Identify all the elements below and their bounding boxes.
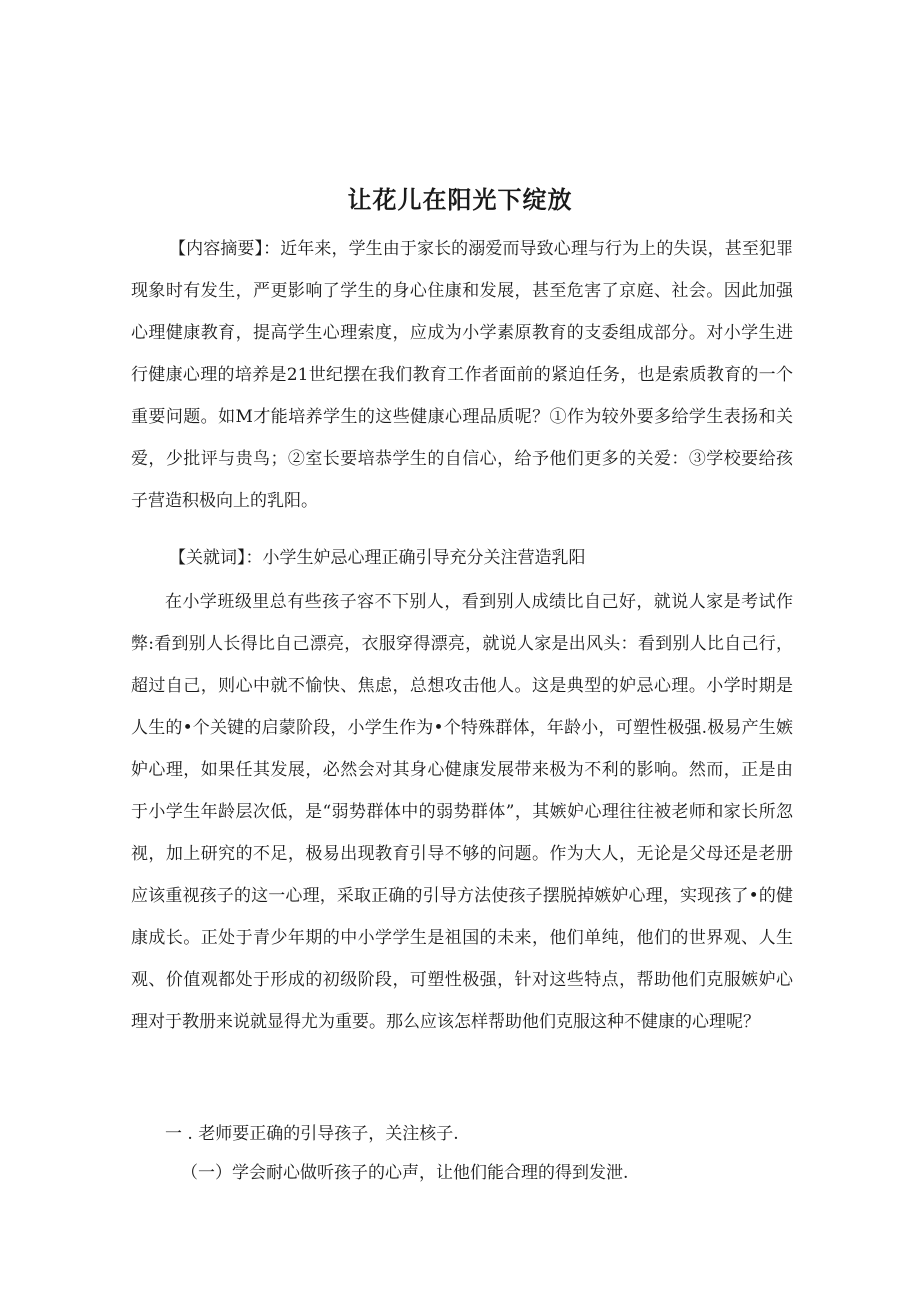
keywords-label: 【关就词】: [169, 548, 246, 568]
body-paragraph: 在小学班级里总有些孩子容不下别人，看到别人成绩比自己好，就说人家是考试作弊:看到别人长得比自己漂亮，衣服穿得漂亮，就说人家是出风头：看到别人比自己行，超过自己，则心中就不愉快、焦虑，总想攻击他人。这是典型的妒忌心理。小学时期是人生的•个关键的启蒙阶段，小学生作为•个特殊群体，年龄小，可塑性极强.极易产生嫉妒心理，如果任其发展，必然会对其身心健康发展带来极为不利的影响。然而，正是由于小学生年龄层次低，是“弱势群体中的弱势群体”，其嫉妒心理往往被老师和家长所忽视，加上研究的不足，极易出现教育引导不够的问题。作为大人，无论是父母还是老册应该重视孩子的这一心理，采取正确的引导方法使孩子摆脱掉嫉妒心理，实现孩了•的健康成长。正处于青少年期的中小学学生是祖国的未来，他们单纯，他们的世界观、人生观、价值观都处于形成的初级阶段，可塑性极强，针对这些特点，帮助他们克服嫉妒心理对于教册来说就显得尤为重要。那么应该怎样帮助他们克服这种不健康的心理呢？: [131, 592, 793, 1032]
document-title: 让花儿在阳光下绽放: [347, 186, 573, 214]
subsection-heading-1: （一）学会耐心做听孩子的心声，让他们能合理的得到发泄.: [181, 1163, 629, 1183]
keywords-text: ：小学生妒忌心理正确引导充分关注营造乳阳: [245, 548, 586, 568]
abstract-label: 【内容摘要】: [169, 239, 264, 259]
section-heading-1: 一 . 老师要正确的引导孩子，关注核子.: [165, 1124, 459, 1144]
abstract-text: ：近年来，学生由于家长的溺爱而导致心理与行为上的失误，甚至犯罪现象时有发生，严更影响了学生的身心住康和发展，甚至危害了京庭、社会。因此加强心理健康教育，提高学生心理索度，应成为小学素原教育的支委组成部分。对小学生进行健康心理的培养是21世纪摆在我们教育工作者面前的紧迫任务，也是索质教育的一个重要问题。如M才能培养学生的这些健康心理品质呢？①作为较外要多给学生表扬和关爱，少批评与贵鸟；②室长要培恭学生的自信心，给予他们更多的关爱：③学校要给孩子营造积极向上的乳阳。: [131, 239, 794, 511]
abstract-paragraph: [131, 228, 793, 522]
keywords-line: [169, 537, 793, 579]
